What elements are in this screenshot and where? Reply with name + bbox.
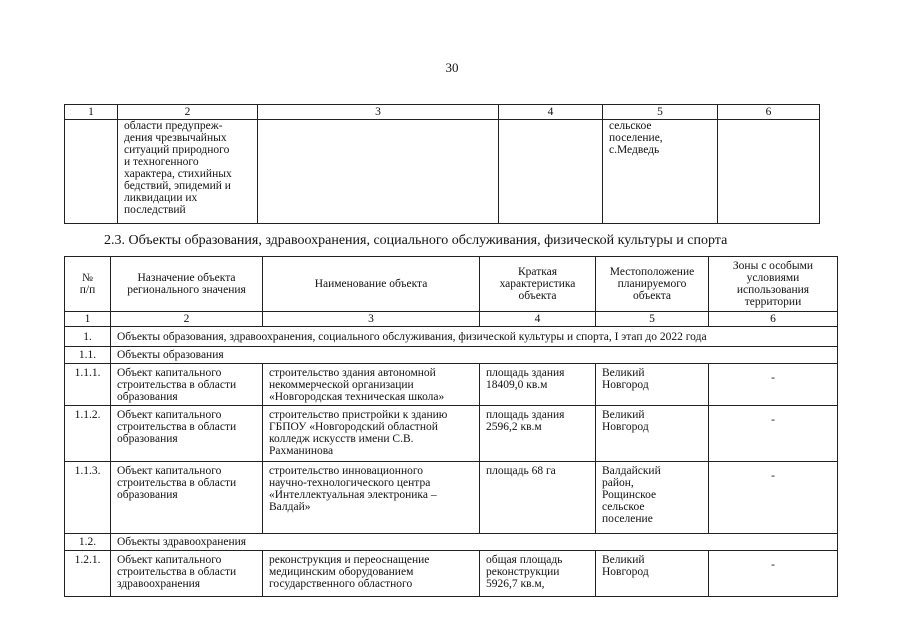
col-number: 4 xyxy=(499,105,603,120)
text-line: площадь 68 га xyxy=(486,465,556,477)
table-row xyxy=(65,406,838,462)
text-line: планируемого xyxy=(617,278,687,290)
text-line: Объект капитального xyxy=(117,409,222,421)
text-line: последствий xyxy=(124,204,186,216)
text-line: поселение xyxy=(602,513,653,525)
subgroup-title: Объекты образования xyxy=(111,347,838,364)
table-row xyxy=(65,364,838,406)
text-line: научно-технологического центра xyxy=(269,477,431,489)
column-number-row xyxy=(65,312,838,327)
text-line: строительства в области xyxy=(117,477,237,489)
text-line: характеристика xyxy=(499,278,576,290)
name-cell xyxy=(263,406,480,462)
name-cell xyxy=(263,551,480,597)
purpose-cell xyxy=(111,462,263,534)
text-line: Объект капитального xyxy=(117,465,222,477)
purpose-cell xyxy=(118,120,258,224)
text-line: Рощинское xyxy=(602,489,657,501)
objects-table xyxy=(64,256,838,597)
column-number-row xyxy=(65,105,820,120)
header-purpose xyxy=(111,257,263,312)
text-line: некоммерческой организации xyxy=(269,379,414,391)
text-line: ситуаций природного xyxy=(124,144,230,156)
text-line: 18409,0 кв.м xyxy=(486,379,548,391)
purpose-cell xyxy=(111,551,263,597)
text-line: п/п xyxy=(79,284,96,296)
row-number: 1.1.2. xyxy=(65,406,111,462)
col-number: 1 xyxy=(65,105,118,120)
section-title: 2.3. Объекты образования, здравоохранения, социального обслуживания, физической культуры и спорта xyxy=(104,233,728,248)
subgroup-row xyxy=(65,347,838,364)
text-line: бедствий, эпидемий и xyxy=(124,180,231,192)
zones-cell: - xyxy=(709,364,838,406)
col-number: 4 xyxy=(480,312,596,327)
text-line: Великий xyxy=(602,554,645,566)
group-title: Объекты образования, здравоохранения, социального обслуживания, физической культуры и спорта, I этап до 2022 года xyxy=(111,327,838,347)
zones-cell: - xyxy=(709,462,838,534)
text-line: Валдай» xyxy=(269,501,311,513)
location-cell xyxy=(596,551,709,597)
text-line: строительство здания автономной xyxy=(269,367,436,379)
name-cell xyxy=(263,462,480,534)
location-cell xyxy=(596,462,709,534)
text-line: Объект капитального xyxy=(117,554,222,566)
col-number: 6 xyxy=(709,312,838,327)
header-name xyxy=(263,257,480,312)
table-row xyxy=(65,120,820,224)
row-number: 1.1.1. xyxy=(65,364,111,406)
text-line: строительства в области xyxy=(117,379,237,391)
zones-cell: - xyxy=(709,551,838,597)
header-characteristic xyxy=(480,257,596,312)
text-line: Наименование объекта xyxy=(314,278,428,290)
text-line: образования xyxy=(117,391,178,403)
text-line: сельское xyxy=(609,120,652,132)
text-line: государственного областного xyxy=(269,578,413,590)
text-line: территории xyxy=(744,296,802,308)
characteristic-cell xyxy=(480,406,596,462)
name-cell xyxy=(263,364,480,406)
text-line: с.Медведь xyxy=(609,144,660,156)
col-number: 5 xyxy=(596,312,709,327)
text-line: образования xyxy=(117,433,178,445)
col-number: 6 xyxy=(718,105,820,120)
text-line: ликвидации их xyxy=(124,192,198,204)
text-line: общая площадь xyxy=(486,554,563,566)
characteristic-cell xyxy=(480,364,596,406)
header-row xyxy=(65,257,838,312)
text-line: здравоохранения xyxy=(117,578,201,590)
cell xyxy=(258,120,499,224)
text-line: дения чрезвычайных xyxy=(124,132,227,144)
text-line: и техногенного xyxy=(124,156,199,168)
text-line: строительство инновационного xyxy=(269,465,424,477)
text-line: объекта xyxy=(632,290,672,302)
subgroup-number: 1.1. xyxy=(65,347,111,364)
cell xyxy=(65,120,118,224)
text-line: области предупреж- xyxy=(124,120,223,132)
text-line: Великий xyxy=(602,367,645,379)
col-number: 3 xyxy=(258,105,499,120)
col-number: 3 xyxy=(263,312,480,327)
table-row xyxy=(65,551,838,597)
text-line: Рахманинова xyxy=(269,445,334,457)
text-line: Великий xyxy=(602,409,645,421)
text-line: регионального значения xyxy=(127,284,246,296)
continuation-table xyxy=(64,104,820,224)
col-number: 5 xyxy=(603,105,718,120)
text-line: строительства в области xyxy=(117,421,237,433)
text-line: Валдайский xyxy=(602,465,661,477)
text-line: ГБПОУ «Новгородский областной xyxy=(269,421,438,433)
text-line: Краткая xyxy=(517,266,558,278)
zones-cell: - xyxy=(709,406,838,462)
table-row xyxy=(65,462,838,534)
header-location xyxy=(596,257,709,312)
text-line: условиями xyxy=(746,272,800,284)
row-number: 1.1.3. xyxy=(65,462,111,534)
text-line: площадь здания xyxy=(486,409,565,421)
header-zones xyxy=(709,257,838,312)
text-line: 2596,2 кв.м xyxy=(486,421,542,433)
text-line: использования xyxy=(736,284,810,296)
text-line: колледж искусств имени С.В. xyxy=(269,433,414,445)
text-line: Новгород xyxy=(602,421,649,433)
col-number: 2 xyxy=(118,105,258,120)
page-number: 30 xyxy=(445,60,459,75)
text-line: реконструкция и переоснащение xyxy=(269,554,430,566)
subgroup-number: 1.2. xyxy=(65,534,111,551)
text-line: площадь здания xyxy=(486,367,565,379)
cell xyxy=(718,120,820,224)
subgroup-title: Объекты здравоохранения xyxy=(111,534,838,551)
text-line: «Новгородская техническая школа» xyxy=(269,391,445,403)
text-line: строительства в области xyxy=(117,566,237,578)
text-line: Зоны с особыми xyxy=(732,260,814,272)
text-line: образования xyxy=(117,489,178,501)
location-cell xyxy=(596,406,709,462)
location-cell xyxy=(596,364,709,406)
group-row xyxy=(65,327,838,347)
header-number xyxy=(65,257,111,312)
purpose-cell xyxy=(111,406,263,462)
text-line: строительство пристройки к зданию xyxy=(269,409,448,421)
group-number: 1. xyxy=(65,327,111,347)
text-line: сельское xyxy=(602,501,645,513)
col-number: 1 xyxy=(65,312,111,327)
text-line: поселение, xyxy=(609,132,663,144)
text-line: № xyxy=(82,272,93,284)
characteristic-cell xyxy=(480,551,596,597)
text-line: «Интеллектуальная электроника – xyxy=(269,489,437,501)
text-line: Назначение объекта xyxy=(137,272,236,284)
text-line: характера, стихийных xyxy=(124,168,232,180)
text-line: медицинским оборудованием xyxy=(269,566,414,578)
text-line: Новгород xyxy=(602,379,649,391)
text-line: Новгород xyxy=(602,566,649,578)
text-line: объекта xyxy=(518,290,557,302)
row-number: 1.2.1. xyxy=(65,551,111,597)
text-line: Объект капитального xyxy=(117,367,222,379)
text-line: Местоположение xyxy=(609,266,695,278)
text-line: район, xyxy=(602,477,634,489)
purpose-cell xyxy=(111,364,263,406)
col-number: 2 xyxy=(111,312,263,327)
characteristic-cell xyxy=(480,462,596,534)
text-line: 5926,7 кв.м, xyxy=(486,578,545,590)
subgroup-row xyxy=(65,534,838,551)
cell xyxy=(499,120,603,224)
location-cell xyxy=(603,120,718,224)
text-line: реконструкции xyxy=(486,566,560,578)
